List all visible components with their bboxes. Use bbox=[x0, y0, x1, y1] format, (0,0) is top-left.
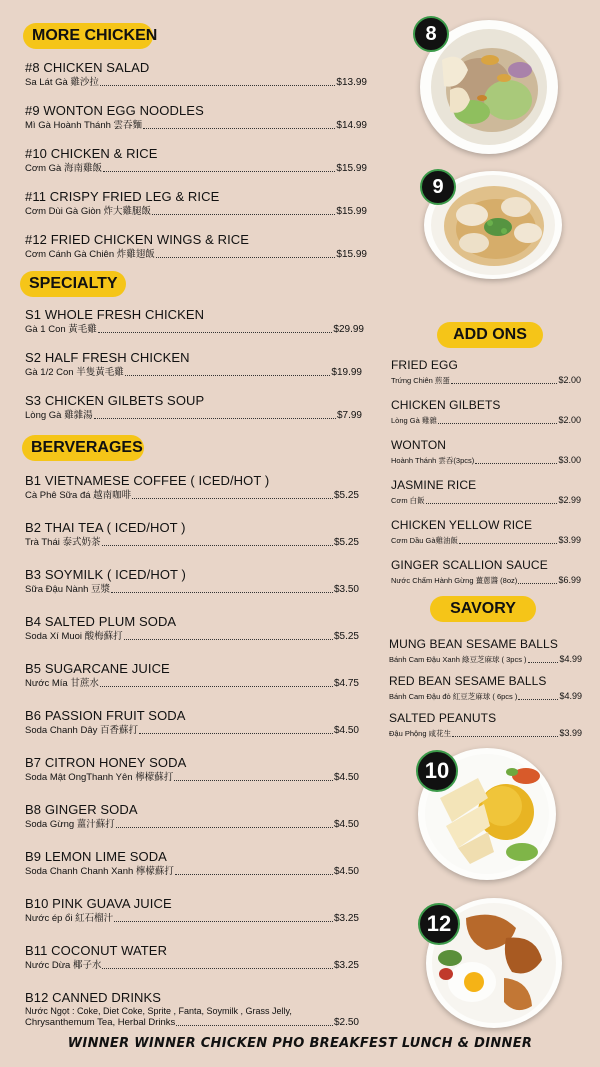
item-price: $4.75 bbox=[333, 678, 359, 689]
leader-dots bbox=[100, 686, 333, 687]
leader-dots bbox=[152, 214, 335, 215]
leader-dots bbox=[475, 463, 557, 464]
item-subtitle: Soda Gừng 薑汁蘇打 bbox=[25, 819, 115, 830]
item-subtitle: Sữa Đậu Nành 豆漿 bbox=[25, 584, 111, 595]
item-subtitle: Soda Xí Muoi 酸梅蘇打 bbox=[25, 631, 123, 642]
leader-dots bbox=[94, 418, 336, 419]
item-subtitle: Lòng Gà 雞雜湯 bbox=[25, 410, 93, 421]
leader-dots bbox=[528, 662, 559, 663]
item-title: B3 SOYMILK ( ICED/HOT ) bbox=[25, 567, 186, 582]
leader-dots bbox=[426, 503, 558, 504]
item-title: B9 LEMON LIME SODA bbox=[25, 849, 167, 864]
item-subtitle: Gà 1/2 Con 半隻黃毛雞 bbox=[25, 367, 124, 378]
menu-item bbox=[25, 661, 359, 689]
item-price: $3.25 bbox=[333, 913, 359, 924]
item-title: B1 VIETNAMESE COFFEE ( ICED/HOT ) bbox=[25, 473, 270, 488]
item-subtitle-line2: Chrysanthemum Tea, Herbal Drinks bbox=[25, 1017, 176, 1028]
item-price: $5.25 bbox=[333, 490, 359, 501]
item-subtitle: Cơm 白飯 bbox=[391, 496, 425, 505]
item-title: RED BEAN SESAME BALLS bbox=[389, 674, 547, 688]
item-subtitle: Nước Chấm Hành Gừng 薑蔥醬 (8oz) bbox=[391, 576, 518, 585]
item-price: $4.50 bbox=[333, 725, 359, 736]
item-subtitle: Bánh Cam Đậu Xanh 綠豆芝麻球 ( 3pcs ) bbox=[389, 655, 527, 664]
menu-item bbox=[389, 711, 582, 739]
menu-item bbox=[25, 60, 367, 88]
leader-dots bbox=[132, 498, 333, 499]
leader-dots bbox=[518, 583, 557, 584]
menu-item bbox=[25, 943, 359, 971]
leader-dots bbox=[451, 383, 558, 384]
menu-item bbox=[391, 398, 581, 426]
item-subtitle: Trứng Chiên 煎蛋 bbox=[391, 376, 450, 385]
menu-item bbox=[391, 518, 581, 546]
menu-item bbox=[389, 674, 582, 702]
item-title: S3 CHICKEN GILBETS SOUP bbox=[25, 393, 205, 408]
item-price: $2.50 bbox=[333, 1017, 359, 1028]
item-price: $19.99 bbox=[331, 367, 362, 378]
item-title: B6 PASSION FRUIT SODA bbox=[25, 708, 186, 723]
item-price: $4.99 bbox=[559, 691, 582, 701]
menu-item bbox=[25, 849, 359, 877]
menu-item bbox=[25, 708, 359, 736]
item-subtitle: Cà Phê Sữa đá 越南咖啡 bbox=[25, 490, 132, 501]
menu-item bbox=[25, 896, 359, 924]
item-title: B10 PINK GUAVA JUICE bbox=[25, 896, 172, 911]
item-title: B12 CANNED DRINKS bbox=[25, 990, 162, 1005]
leader-dots bbox=[143, 128, 335, 129]
menu-item bbox=[25, 520, 359, 548]
menu-item bbox=[25, 755, 359, 783]
item-title: S1 WHOLE FRESH CHICKEN bbox=[25, 307, 205, 322]
photo-badge: 10 bbox=[416, 750, 458, 792]
item-price: $3.00 bbox=[558, 455, 581, 465]
leader-dots bbox=[103, 171, 335, 172]
item-subtitle: Đậu Phộng 咸花生 bbox=[389, 729, 452, 738]
item-title: MUNG BEAN SESAME BALLS bbox=[389, 637, 558, 651]
item-price: $15.99 bbox=[336, 206, 367, 217]
photo-badge: 8 bbox=[413, 16, 449, 52]
section-more-chicken: MORE CHICKEN bbox=[23, 23, 153, 49]
item-title: CHICKEN GILBETS bbox=[391, 398, 501, 412]
item-title: #11 CRISPY FRIED LEG & RICE bbox=[25, 189, 220, 204]
item-price: $7.99 bbox=[336, 410, 362, 421]
item-price: $3.99 bbox=[558, 535, 581, 545]
menu-item bbox=[391, 438, 581, 466]
item-subtitle: Lòng Gà 雞雜 bbox=[391, 416, 437, 425]
item-subtitle: Cơm Dầu Gà雞油飯 bbox=[391, 536, 459, 545]
menu-item bbox=[25, 614, 359, 642]
item-subtitle: Nước Dừa 椰子水 bbox=[25, 960, 102, 971]
footer-tagline: WINNER WINNER CHICKEN PHO BREAKFEST LUNCH & DINNER bbox=[67, 1036, 533, 1051]
leader-dots bbox=[452, 736, 558, 737]
item-subtitle: Cơm Gà 海南雞飯 bbox=[25, 163, 102, 174]
item-title: CHICKEN YELLOW RICE bbox=[391, 518, 533, 532]
item-price: $3.99 bbox=[559, 728, 582, 738]
item-subtitle: Sa Lát Gà 雞沙拉 bbox=[25, 77, 99, 88]
leader-dots bbox=[116, 827, 333, 828]
item-subtitle: Soda Chanh Dây 百香蘇打 bbox=[25, 725, 138, 736]
photo-badge: 12 bbox=[418, 903, 460, 945]
leader-dots bbox=[176, 1025, 333, 1026]
menu-item bbox=[391, 558, 581, 586]
item-price: $5.25 bbox=[333, 631, 359, 642]
item-title: JASMINE RICE bbox=[391, 478, 477, 492]
item-price: $29.99 bbox=[333, 324, 364, 335]
item-subtitle: Soda Mật OngThanh Yên 檸檬蘇打 bbox=[25, 772, 174, 783]
item-title: GINGER SCALLION SAUCE bbox=[391, 558, 548, 572]
section-savory: SAVORY bbox=[430, 596, 536, 622]
item-price: $4.50 bbox=[333, 866, 359, 877]
item-subtitle: Cơm Cánh Gà Chiên 炸雞翅飯 bbox=[25, 249, 155, 260]
item-title: #8 CHICKEN SALAD bbox=[25, 60, 150, 75]
item-price: $6.99 bbox=[558, 575, 581, 585]
leader-dots bbox=[100, 85, 335, 86]
item-subtitle: Cơm Dùi Gà Giòn 炸大雞腿飯 bbox=[25, 206, 152, 217]
item-subtitle: Bánh Cam Đậu đỏ 紅豆芝麻球 ( 6pcs ) bbox=[389, 692, 518, 701]
item-title: B11 COCONUT WATER bbox=[25, 943, 168, 958]
leader-dots bbox=[125, 375, 331, 376]
item-title: B7 CITRON HONEY SODA bbox=[25, 755, 187, 770]
item-title: B5 SUGARCANE JUICE bbox=[25, 661, 170, 676]
leader-dots bbox=[175, 874, 333, 875]
item-price: $14.99 bbox=[336, 120, 367, 131]
menu-item bbox=[391, 478, 581, 506]
item-price: $2.00 bbox=[558, 415, 581, 425]
menu-item bbox=[25, 189, 367, 217]
item-title: #9 WONTON EGG NOODLES bbox=[25, 103, 204, 118]
section-beverages: BERVERAGES bbox=[22, 435, 144, 461]
leader-dots bbox=[124, 639, 333, 640]
item-subtitle: Soda Chanh Chanh Xanh 檸檬蘇打 bbox=[25, 866, 174, 877]
item-subtitle: Nước ép ổi 紅石榴汁 bbox=[25, 913, 114, 924]
item-price: $15.99 bbox=[336, 163, 367, 174]
item-price: $13.99 bbox=[336, 77, 367, 88]
item-subtitle: Trà Thái 泰式奶茶 bbox=[25, 537, 101, 548]
leader-dots bbox=[111, 592, 333, 593]
item-title: B4 SALTED PLUM SODA bbox=[25, 614, 177, 629]
menu-item bbox=[25, 232, 367, 260]
menu-item bbox=[25, 350, 362, 378]
leader-dots bbox=[174, 780, 333, 781]
leader-dots bbox=[459, 543, 557, 544]
item-subtitle: Nước Mía 甘蔗水 bbox=[25, 678, 99, 689]
leader-dots bbox=[156, 257, 336, 258]
item-title: B8 GINGER SODA bbox=[25, 802, 138, 817]
item-title: #10 CHICKEN & RICE bbox=[25, 146, 158, 161]
item-title: #12 FRIED CHICKEN WINGS & RICE bbox=[25, 232, 250, 247]
leader-dots bbox=[114, 921, 333, 922]
leader-dots bbox=[102, 968, 332, 969]
menu-item bbox=[25, 473, 359, 501]
menu-item bbox=[25, 802, 359, 830]
menu-item bbox=[25, 146, 367, 174]
item-title: SALTED PEANUTS bbox=[389, 711, 497, 725]
item-price: $3.50 bbox=[333, 584, 359, 595]
item-price: $5.25 bbox=[333, 537, 359, 548]
item-price: $4.99 bbox=[559, 654, 582, 664]
item-price: $15.99 bbox=[336, 249, 367, 260]
menu-item bbox=[25, 393, 362, 421]
leader-dots bbox=[438, 423, 558, 424]
item-price: $2.00 bbox=[558, 375, 581, 385]
menu-item bbox=[25, 307, 364, 335]
item-subtitle: Gà 1 Con 黃毛雞 bbox=[25, 324, 97, 335]
menu-item bbox=[25, 567, 359, 595]
photo-badge: 9 bbox=[420, 169, 456, 205]
menu-item bbox=[25, 103, 367, 131]
leader-dots bbox=[98, 332, 333, 333]
menu-item bbox=[391, 358, 581, 386]
item-subtitle: Nước Ngọt : Coke, Diet Coke, Sprite , Fanta, Soymilk , Grass Jelly, bbox=[25, 1006, 292, 1016]
item-price: $2.99 bbox=[558, 495, 581, 505]
item-price: $4.50 bbox=[333, 772, 359, 783]
item-subtitle: Mì Gà Hoành Thánh 雲吞麵 bbox=[25, 120, 143, 131]
item-title: S2 HALF FRESH CHICKEN bbox=[25, 350, 190, 365]
item-title: WONTON bbox=[391, 438, 447, 452]
leader-dots bbox=[102, 545, 333, 546]
item-title: FRIED EGG bbox=[391, 358, 458, 372]
menu-item bbox=[389, 637, 582, 665]
section-specialty: SPECIALTY bbox=[20, 271, 126, 297]
menu-item bbox=[25, 990, 359, 1028]
leader-dots bbox=[139, 733, 333, 734]
section-add-ons: ADD ONS bbox=[437, 322, 543, 348]
item-subtitle: Hoành Thánh 雲吞(3pcs) bbox=[391, 456, 475, 465]
leader-dots bbox=[518, 699, 558, 700]
item-price: $4.50 bbox=[333, 819, 359, 830]
item-title: B2 THAI TEA ( ICED/HOT ) bbox=[25, 520, 186, 535]
item-price: $3.25 bbox=[333, 960, 359, 971]
